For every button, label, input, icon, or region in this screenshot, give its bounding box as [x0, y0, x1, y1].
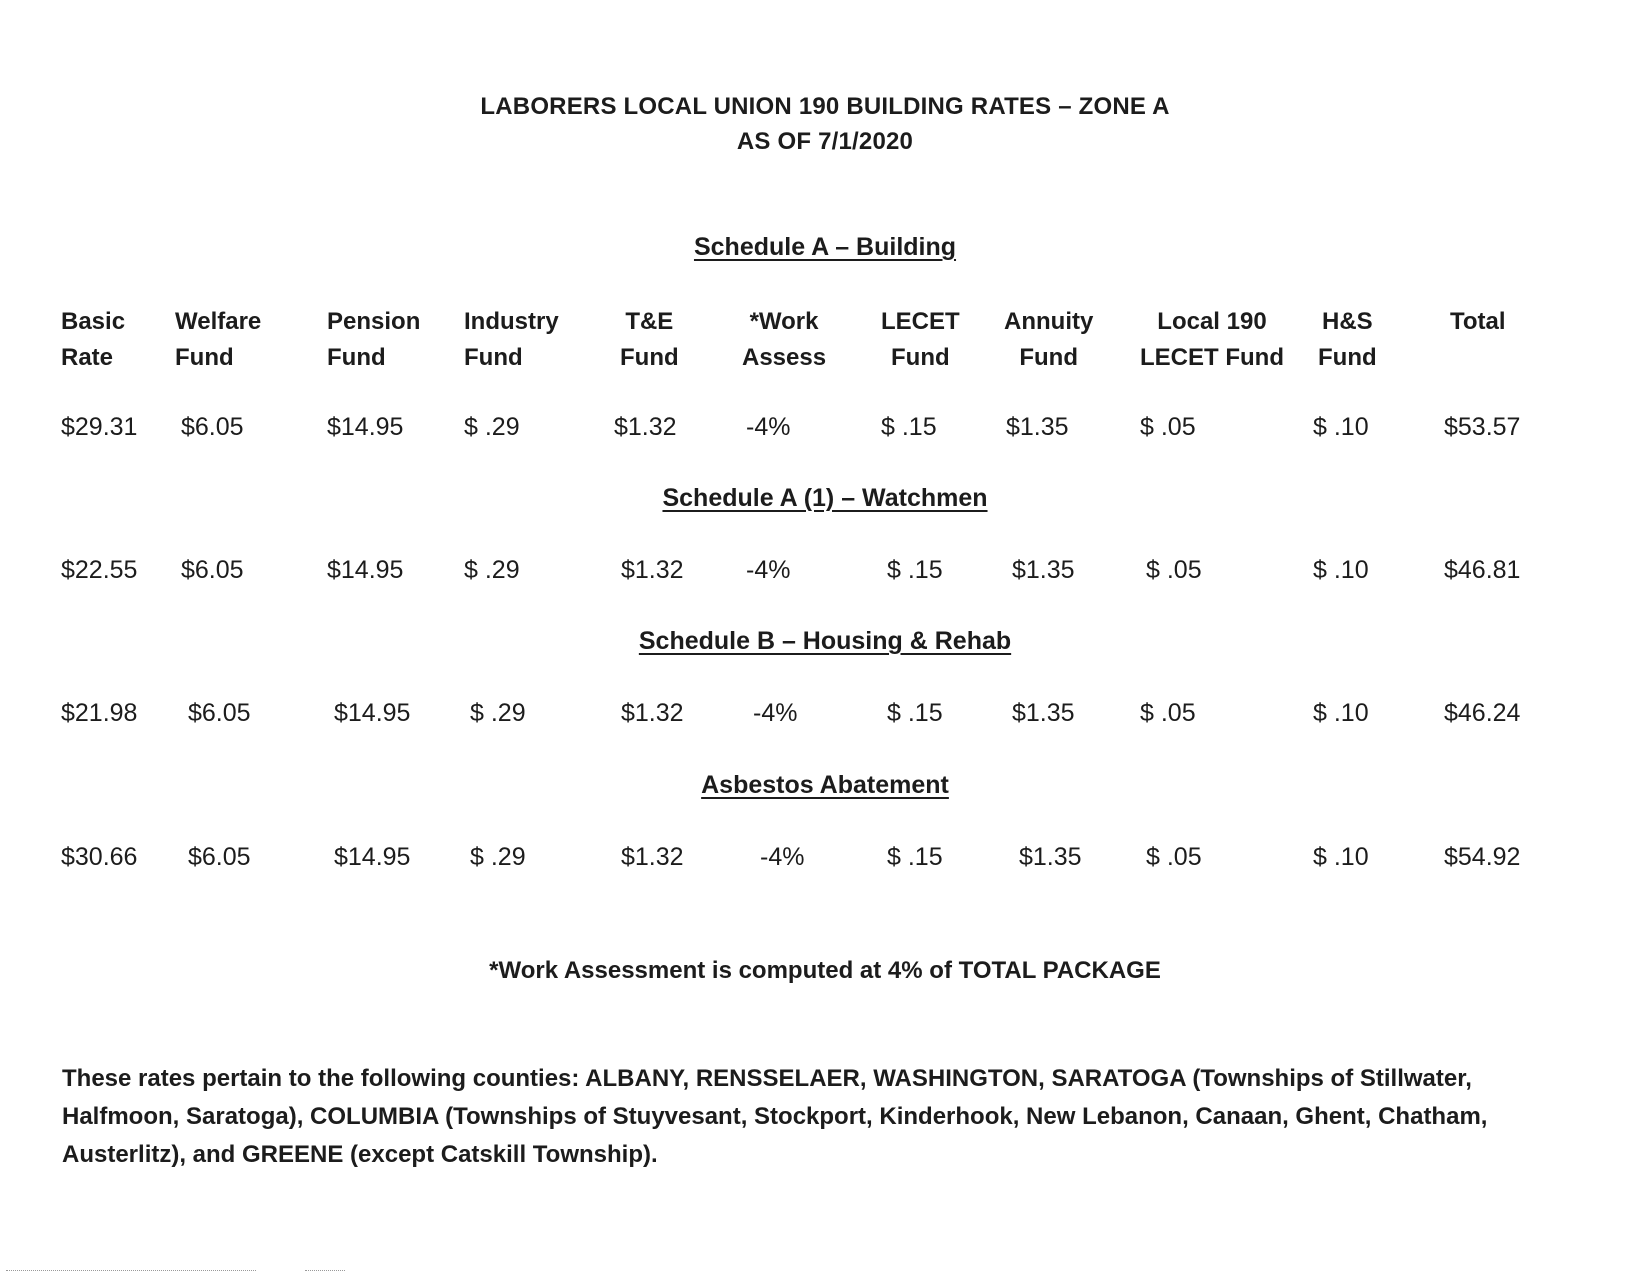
- industry-fund-value: $ .29: [464, 413, 520, 441]
- section-heading-schedule-b: Schedule B – Housing & Rehab: [638, 627, 1012, 655]
- pension-fund-value: $14.95: [327, 556, 404, 584]
- pension-fund-value: $14.95: [334, 699, 411, 727]
- section-heading-asbestos-abatement: Asbestos Abatement: [701, 771, 949, 799]
- basic-rate-value: $21.98: [61, 699, 138, 727]
- counties-line-3: Austerlitz), and GREENE (except Catskill Township).: [62, 1141, 658, 1168]
- lecet-fund-value: $ .15: [887, 699, 943, 727]
- column-header-work-assess: *Work Assess: [742, 308, 827, 371]
- column-header-te-fund: T&E Fund: [620, 308, 679, 371]
- work-assess-value: -4%: [746, 413, 791, 441]
- rate-row-schedule-b: [0, 699, 1650, 735]
- column-header-hs-fund: H&S Fund: [1318, 308, 1377, 371]
- counties-line-2: Halfmoon, Saratoga), COLUMBIA (Townships of Stuyvesant, Stockport, Kinderhook, New Lebanon, Canaan, Ghent, Chatham,: [62, 1103, 1488, 1130]
- section-heading-schedule-a1: Schedule A (1) – Watchmen: [662, 484, 988, 512]
- te-fund-value: $1.32: [621, 843, 684, 871]
- work-assess-value: -4%: [753, 699, 798, 727]
- local-190-lecet-fund-value: $ .05: [1140, 699, 1196, 727]
- hs-fund-value: $ .10: [1313, 843, 1369, 871]
- local-190-lecet-fund-value: $ .05: [1140, 413, 1196, 441]
- counties-paragraph: [62, 1060, 1592, 1174]
- pension-fund-value: $14.95: [334, 843, 411, 871]
- total-value: $53.57: [1444, 413, 1521, 441]
- hs-fund-value: $ .10: [1313, 699, 1369, 727]
- work-assessment-footnote: *Work Assessment is computed at 4% of TOTAL PACKAGE: [489, 957, 1161, 984]
- basic-rate-value: $22.55: [61, 556, 138, 584]
- basic-rate-value: $30.66: [61, 843, 138, 871]
- hs-fund-value: $ .10: [1313, 556, 1369, 584]
- industry-fund-value: $ .29: [464, 556, 520, 584]
- industry-fund-value: $ .29: [470, 843, 526, 871]
- rate-row-schedule-a1: [0, 556, 1650, 592]
- annuity-fund-value: $1.35: [1012, 699, 1075, 727]
- annuity-fund-value: $1.35: [1019, 843, 1082, 871]
- annuity-fund-value: $1.35: [1006, 413, 1069, 441]
- annuity-fund-value: $1.35: [1012, 556, 1075, 584]
- work-assess-value: -4%: [760, 843, 805, 871]
- welfare-fund-value: $6.05: [188, 699, 251, 727]
- scan-artifact-dotted-line: [305, 1270, 345, 1272]
- lecet-fund-value: $ .15: [887, 556, 943, 584]
- lecet-fund-value: $ .15: [887, 843, 943, 871]
- section-heading-schedule-a: Schedule A – Building: [693, 233, 957, 261]
- column-header-total: Total: [1450, 308, 1506, 335]
- column-header-industry-fund: Industry Fund: [464, 308, 559, 371]
- welfare-fund-value: $6.05: [181, 413, 244, 441]
- column-header-pension-fund: Pension Fund: [327, 308, 421, 371]
- column-header-welfare-fund: Welfare Fund: [175, 308, 262, 371]
- work-assess-value: -4%: [746, 556, 791, 584]
- local-190-lecet-fund-value: $ .05: [1146, 843, 1202, 871]
- basic-rate-value: $29.31: [61, 413, 138, 441]
- column-header-local-190-lecet-fund: Local 190 LECET Fund: [1140, 308, 1284, 371]
- scan-artifact-dotted-line: [6, 1270, 256, 1272]
- total-value: $54.92: [1444, 843, 1521, 871]
- rate-row-asbestos-abatement: [0, 843, 1650, 879]
- document-title: LABORERS LOCAL UNION 190 BUILDING RATES – ZONE A: [480, 93, 1170, 120]
- rate-row-schedule-a: [0, 413, 1650, 449]
- welfare-fund-value: $6.05: [181, 556, 244, 584]
- lecet-fund-value: $ .15: [881, 413, 937, 441]
- counties-line-1: These rates pertain to the following counties: ALBANY, RENSSELAER, WASHINGTON, SARATOGA (Townships of Stillwater,: [62, 1065, 1472, 1092]
- column-header-basic-rate: Basic Rate: [61, 308, 126, 371]
- local-190-lecet-fund-value: $ .05: [1146, 556, 1202, 584]
- hs-fund-value: $ .10: [1313, 413, 1369, 441]
- welfare-fund-value: $6.05: [188, 843, 251, 871]
- column-header-annuity-fund: Annuity Fund: [1004, 308, 1094, 371]
- document-subtitle-date: AS OF 7/1/2020: [736, 128, 914, 155]
- column-header-lecet-fund: LECET Fund: [881, 308, 960, 371]
- te-fund-value: $1.32: [621, 556, 684, 584]
- te-fund-value: $1.32: [621, 699, 684, 727]
- pension-fund-value: $14.95: [327, 413, 404, 441]
- total-value: $46.81: [1444, 556, 1521, 584]
- total-value: $46.24: [1444, 699, 1521, 727]
- te-fund-value: $1.32: [614, 413, 677, 441]
- industry-fund-value: $ .29: [470, 699, 526, 727]
